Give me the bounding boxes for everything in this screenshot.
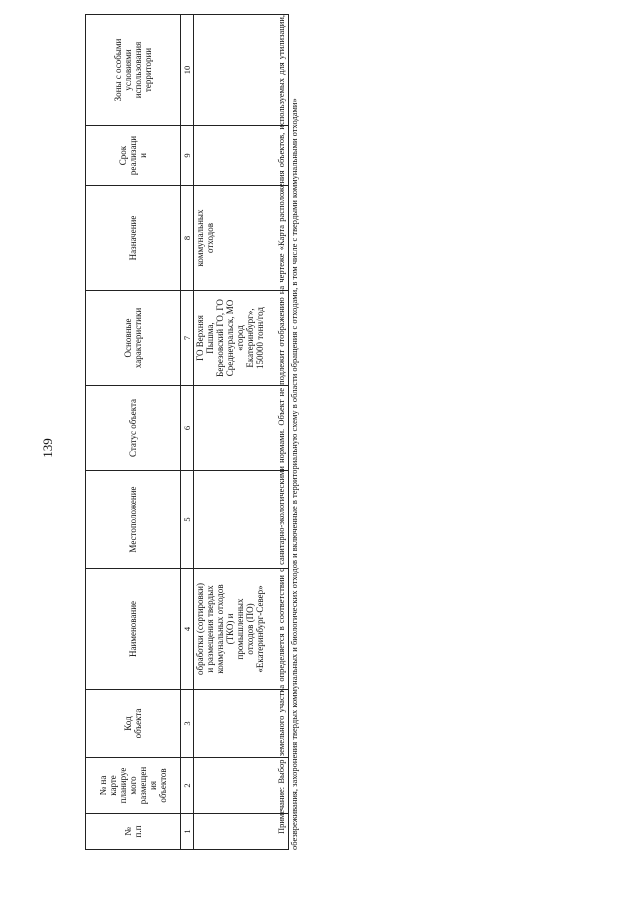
rotated-content xyxy=(85,15,315,850)
header-cell: Код объекта xyxy=(86,690,181,758)
header-cell: Зоны с особыми условиями использования территории xyxy=(86,15,181,126)
column-number-row xyxy=(181,15,194,850)
cell-name: обработки (сортировки) и размещения твердых коммунальных отходов (ТКО) и промышленных отходов (ПО) «Екатеринбург-Север» xyxy=(194,569,289,690)
column-number: 8 xyxy=(181,186,194,291)
header-cell: Местоположение xyxy=(86,471,181,569)
column-number: 3 xyxy=(181,690,194,758)
cell-purpose: коммунальных отходов xyxy=(194,186,289,291)
header-cell: № п.п xyxy=(86,814,181,850)
column-number: 9 xyxy=(181,126,194,186)
column-number: 4 xyxy=(181,569,194,690)
column-number: 10 xyxy=(181,15,194,126)
objects-table xyxy=(85,14,289,850)
header-cell: Наименование xyxy=(86,569,181,690)
column-number: 5 xyxy=(181,471,194,569)
header-cell: Основные характеристики xyxy=(86,291,181,386)
cell-characteristics: ГО Верхняя Пышма, Березовский ГО, ГО Среднеуральск, МО «город Екатеринбург», 150000 тонн/год xyxy=(194,291,289,386)
header-row xyxy=(86,15,181,850)
page-number: 139 xyxy=(40,438,55,458)
column-number: 2 xyxy=(181,758,194,814)
header-cell: № на карте планируе мого размещен ия объектов xyxy=(86,758,181,814)
footnote: Примечание: Выбор земельного участка определяется в соответствии с санитарно-экологическими нормами. Объект не подлежит отображению на чертеже «Карта расположения объектов, используемых для утилизации, обезвреживания, захоронения твердых коммунальных и биологических отходов и включенные в территориальную схему в области обращения с отходами, в том числе с твердыми коммунальными отходами» xyxy=(276,15,299,850)
column-number: 6 xyxy=(181,386,194,471)
column-number: 1 xyxy=(181,814,194,850)
header-cell: Статус объекта xyxy=(86,386,181,471)
header-cell: Назначение xyxy=(86,186,181,291)
column-number: 7 xyxy=(181,291,194,386)
header-cell: Срок реализаци и xyxy=(86,126,181,186)
